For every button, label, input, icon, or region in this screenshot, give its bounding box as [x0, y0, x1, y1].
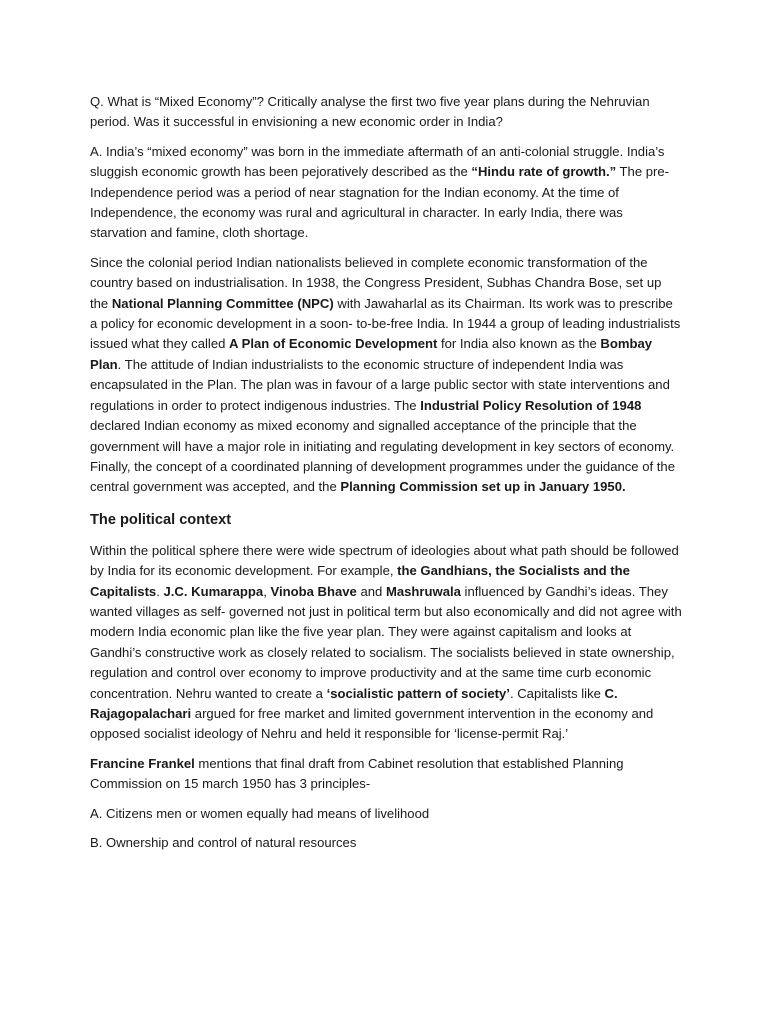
text-run: ,	[263, 583, 271, 599]
text-run: . Capitalists like	[509, 685, 605, 701]
text-run: mentions that final draft from Cabinet resolution that established Planning Commission on 15 march 1950 has 3 principles-	[90, 755, 624, 792]
bold-text-run: Francine Frankel	[90, 755, 195, 771]
text-run: A. India’s “mixed economy” was born in the immediate aftermath of an anti-colonial struggle. India’s sluggish economic growth has been pejoratively described as the	[90, 143, 665, 180]
bold-text-run: Bombay Plan	[90, 336, 653, 372]
bold-text-run: A Plan of Economic Development	[229, 336, 438, 352]
bold-text-run: Industrial Policy Resolution of 1948	[420, 397, 642, 413]
text-run: argued for free market and limited government intervention in the economy and opposed socialist ideology of Nehru and held it responsible for ‘license-permit Raj.’	[90, 705, 654, 742]
text-run: A. Citizens men or women equally had means of livelihood	[90, 805, 430, 821]
text-run: The pre-Independence period was a period of near stagnation for the Indian economy. At the time of Independence, the economy was rural and agricultural in character. In early India, there was starvation and famine, cloth shortage.	[90, 164, 670, 241]
document-page	[90, 92, 682, 862]
text-run: with Jawaharlal as its Chairman. Its work was to prescribe a policy for economic development in a soon- to-be-free India. In 1944 a group of leading industrialists issued what they called	[90, 295, 681, 352]
bold-text-run: J.C. Kumarappa	[163, 583, 264, 599]
bold-text-run: ‘socialistic pattern of society’	[326, 685, 510, 701]
bold-text-run: Planning Commission set up in January 1950.	[340, 479, 626, 495]
bold-text-run: the Gandhians, the Socialists and the Capitalists	[90, 563, 630, 599]
text-run: influenced by Gandhi’s ideas. They wanted villages as self- governed not just in political term but also economically and did not agree with modern India economic plan like the five year plan. They were against capitalism and looks at Gandhi’s constructive work as closely related to socialism. The socialists believed in state ownership, regulation and control over economy to improve productivity and at the same time curb economic concentration. Nehru wanted to create a	[90, 583, 682, 701]
text-run: Within the political sphere there were wide spectrum of ideologies about what path should be followed by India for its economic development. For example,	[90, 542, 679, 579]
frankel-paragraph	[90, 754, 682, 795]
bold-text-run: Vinoba Bhave	[270, 583, 357, 599]
bold-text-run: Mashruwala	[385, 583, 461, 599]
question-paragraph	[90, 92, 682, 133]
political-context-paragraph	[90, 541, 682, 745]
text-run: .	[156, 583, 164, 599]
text-run: . The attitude of Indian industrialists to the economic structure of independent India was encapsulated in the Plan. The plan was in favour of a large public sector with state interventions and regulations in order to protect indigenous industries. The	[90, 356, 670, 413]
text-run: declared Indian economy as mixed economy and signalled acceptance of the principle that the government will have a major role in initiating and regulating development in key sectors of economy. Finally, the concept of a coordinated planning of development programmes under the guidance of the central government was accepted, and the	[90, 418, 675, 495]
bold-text-run: C. Rajagopalachari	[90, 685, 618, 721]
bold-text-run: National Planning Committee (NPC)	[111, 295, 334, 311]
bold-text-run: “Hindu rate of growth.”	[471, 164, 617, 180]
section-heading-political-context: The political context	[90, 511, 232, 528]
answer-intro-paragraph	[90, 142, 682, 244]
text-run: for India also known as the	[437, 336, 601, 352]
text-run: and	[356, 583, 386, 599]
principle-a-item	[90, 804, 682, 824]
text-run: Since the colonial period Indian nationalists believed in complete economic transformation of the country based on industrialisation. In 1938, the Congress President, Subhas Chandra Bose, set up the	[90, 254, 662, 311]
principle-b-item	[90, 833, 682, 853]
colonial-period-paragraph	[90, 253, 682, 498]
text-run: B. Ownership and control of natural resources	[90, 835, 357, 850]
text-run: Q. What is “Mixed Economy”? Critically analyse the first two five year plans during the Nehruvian period. Was it successful in envisioning a new economic order in India?	[90, 94, 650, 130]
